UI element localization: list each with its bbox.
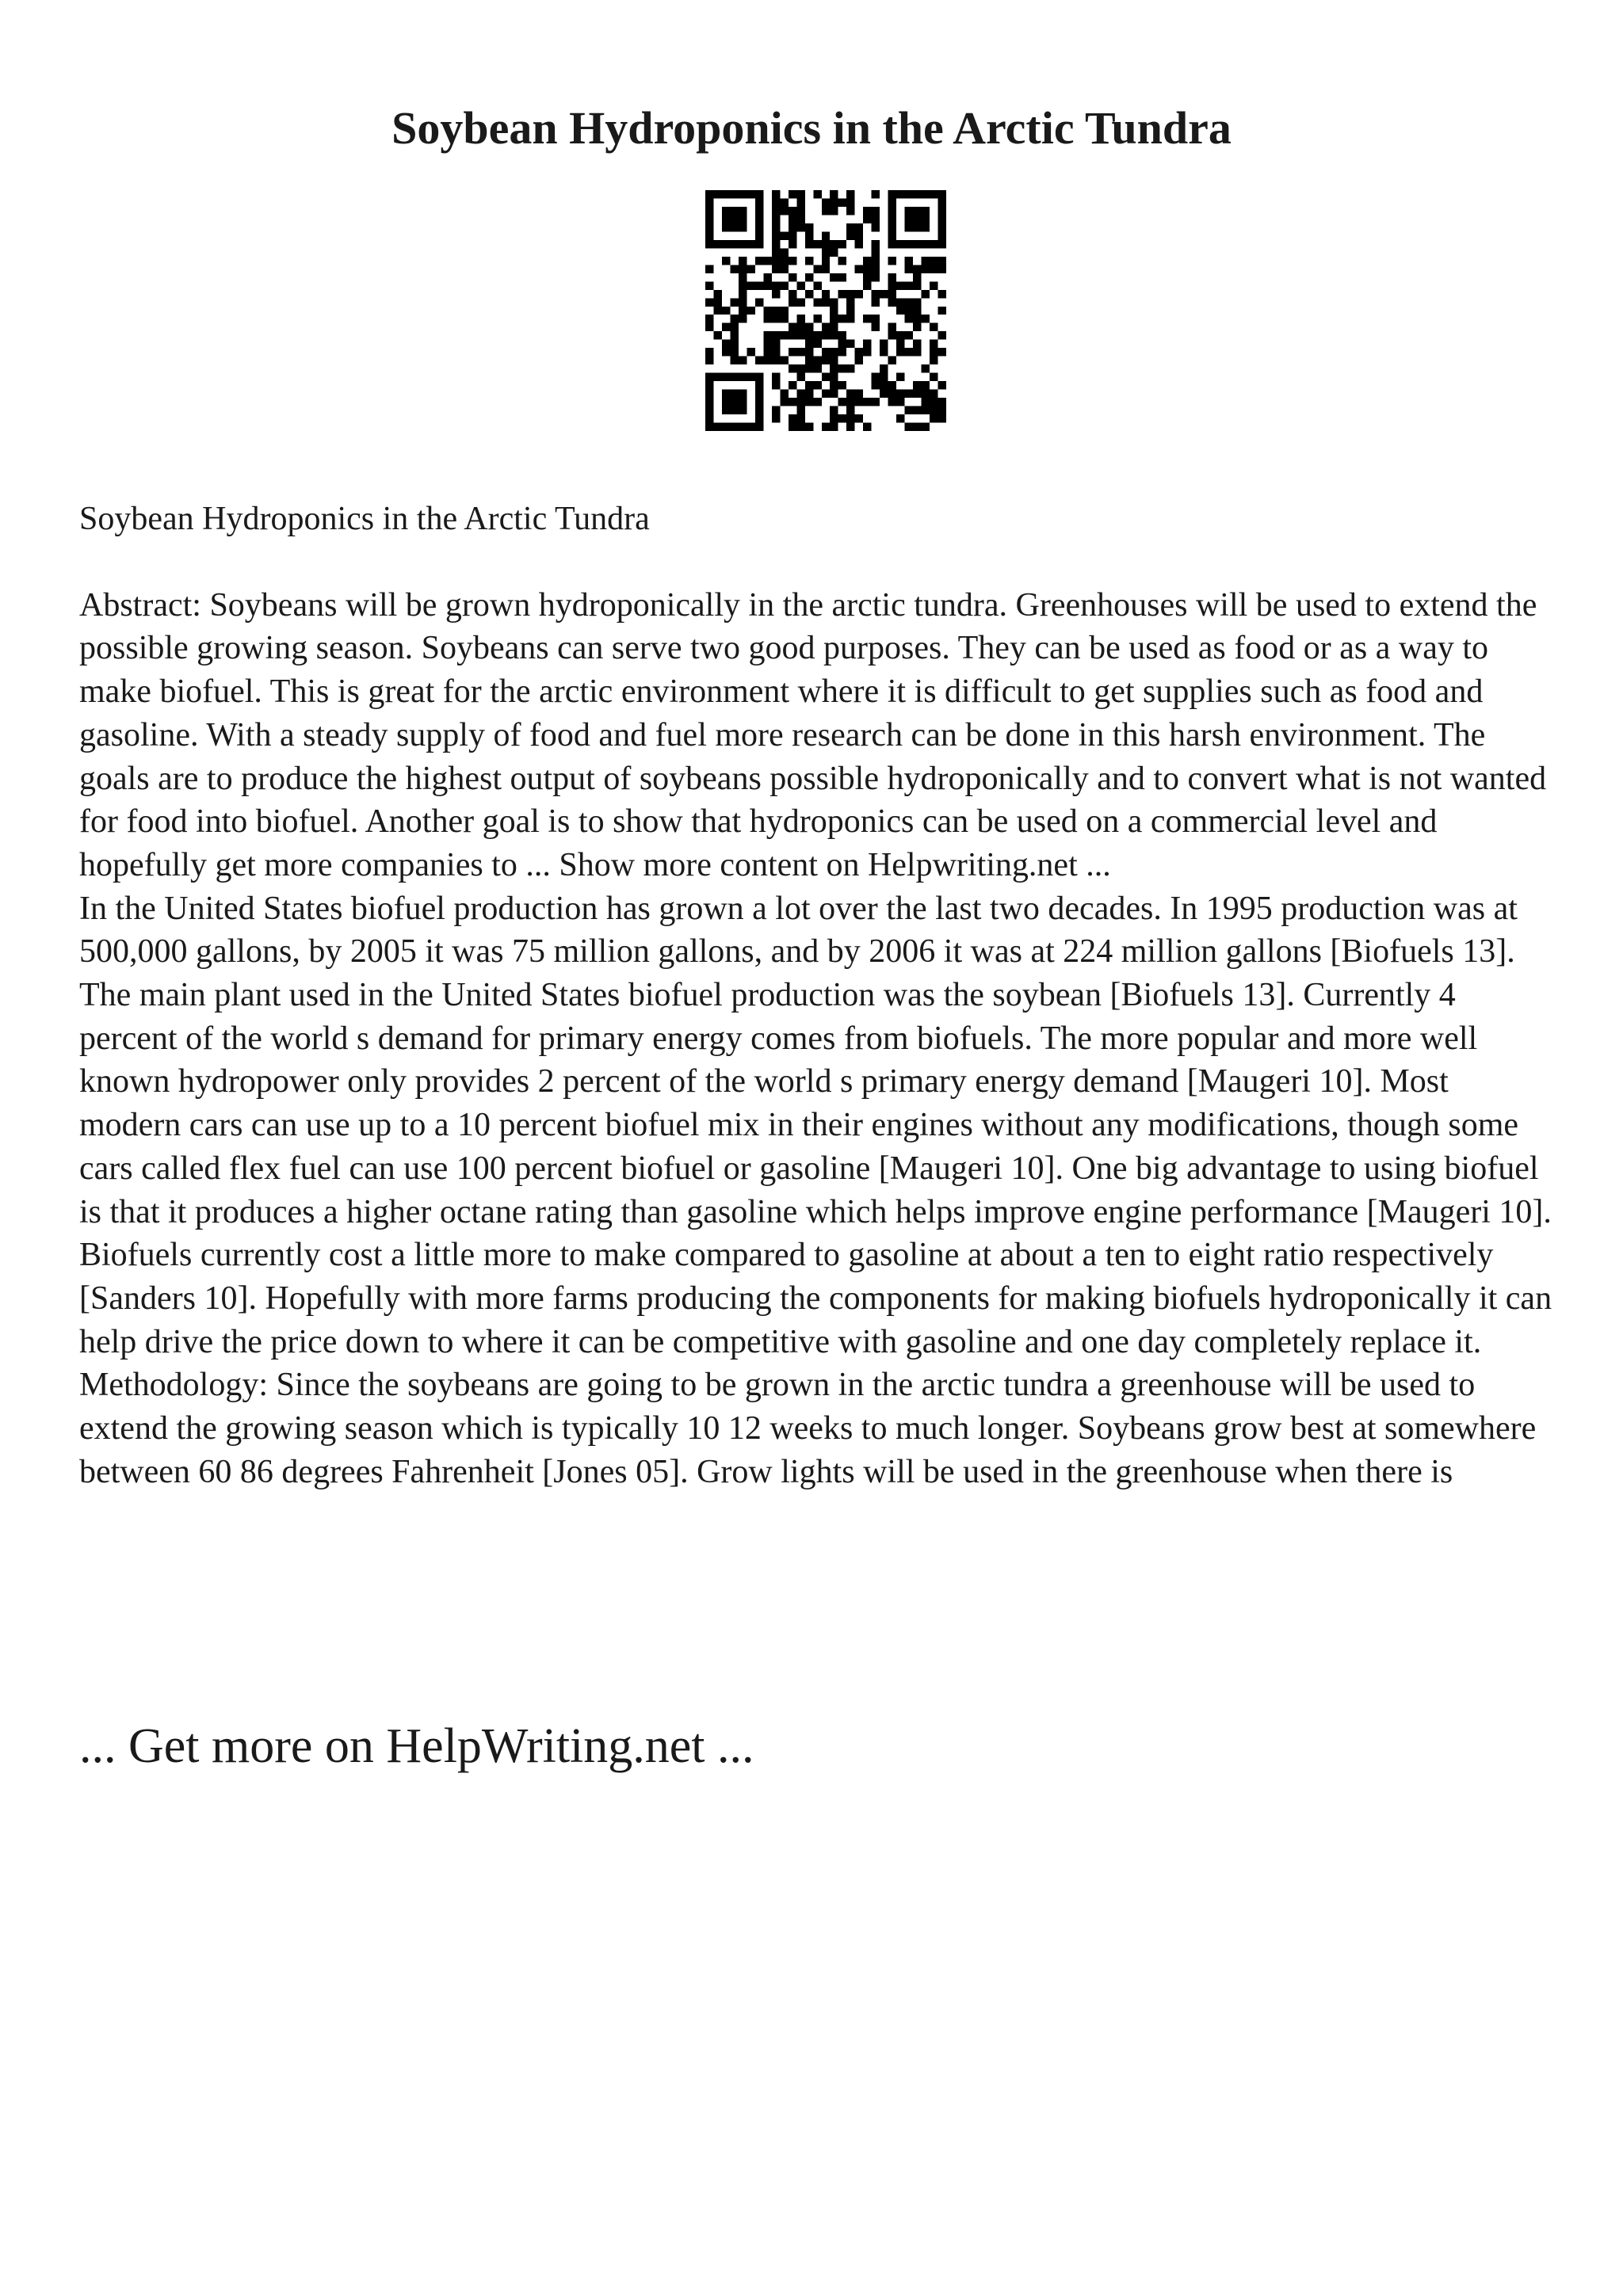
qr-code-icon [705,190,946,431]
get-more-link[interactable]: ... Get more on HelpWriting.net ... [79,1719,754,1773]
document-body [79,498,1553,1493]
qr-code[interactable] [705,190,946,431]
methodology-paragraph: Methodology: Since the soybeans are going to be grown in the arctic tundra a greenhouse will be used to extend the growing season which is typically 10 12 weeks to much longer. Soybeans grow best at somewhere between 60 86 degrees Fahrenheit [Jones 05]. Grow lights will be used in the greenhouse when there is [79,1367,1537,1490]
background-paragraph: In the United States biofuel production has grown a lot over the last two decades. In 1995 production was at 500,000 gallons, by 2005 it was 75 million gallons, and by 2006 it was at 224 million gallons [Biofuels 13]. The main plant used in the United States biofuel production was the soybean [Biofuels 13]. Currently 4 percent of the world s demand for primary energy comes from biofuels. The more popular and more well known hydropower only provides 2 percent of the world s primary energy demand [Maugeri 10]. Most modern cars can use up to a 10 percent biofuel mix in their engines without any modifications, though some cars called flex fuel can use 100 percent biofuel or gasoline [Maugeri 10]. One big advantage to using biofuel is that it produces a higher octane rating than gasoline which helps improve engine performance [Maugeri 10]. Biofuels currently cost a little more to make compared to gasoline at about a ten to eight ratio respectively [Sanders 10]. Hopefully with more farms producing the components for making biofuels hydroponically it can help drive the price down to where it can be competitive with gasoline and one day completely replace it. [79,890,1552,1360]
abstract-paragraph: Abstract: Soybeans will be grown hydroponically in the arctic tundra. Greenhouses will be used to extend the possible growing season. Soybeans can serve two good purposes. They can be used as food or as a way to make biofuel. This is great for the arctic environment where it is difficult to get supplies such as food and gasoline. With a steady supply of food and fuel more research can be done in this harsh environment. The goals are to produce the highest output of soybeans possible hydroponically and to convert what is not wanted for food into biofuel. Another goal is to show that hydroponics can be used on a commercial level and hopefully get more companies to ... Show more content on Helpwriting.net ... [79,586,1547,883]
document-subtitle: Soybean Hydroponics in the Arctic Tundra [79,501,650,537]
document-title: Soybean Hydroponics in the Arctic Tundra [391,102,1232,154]
